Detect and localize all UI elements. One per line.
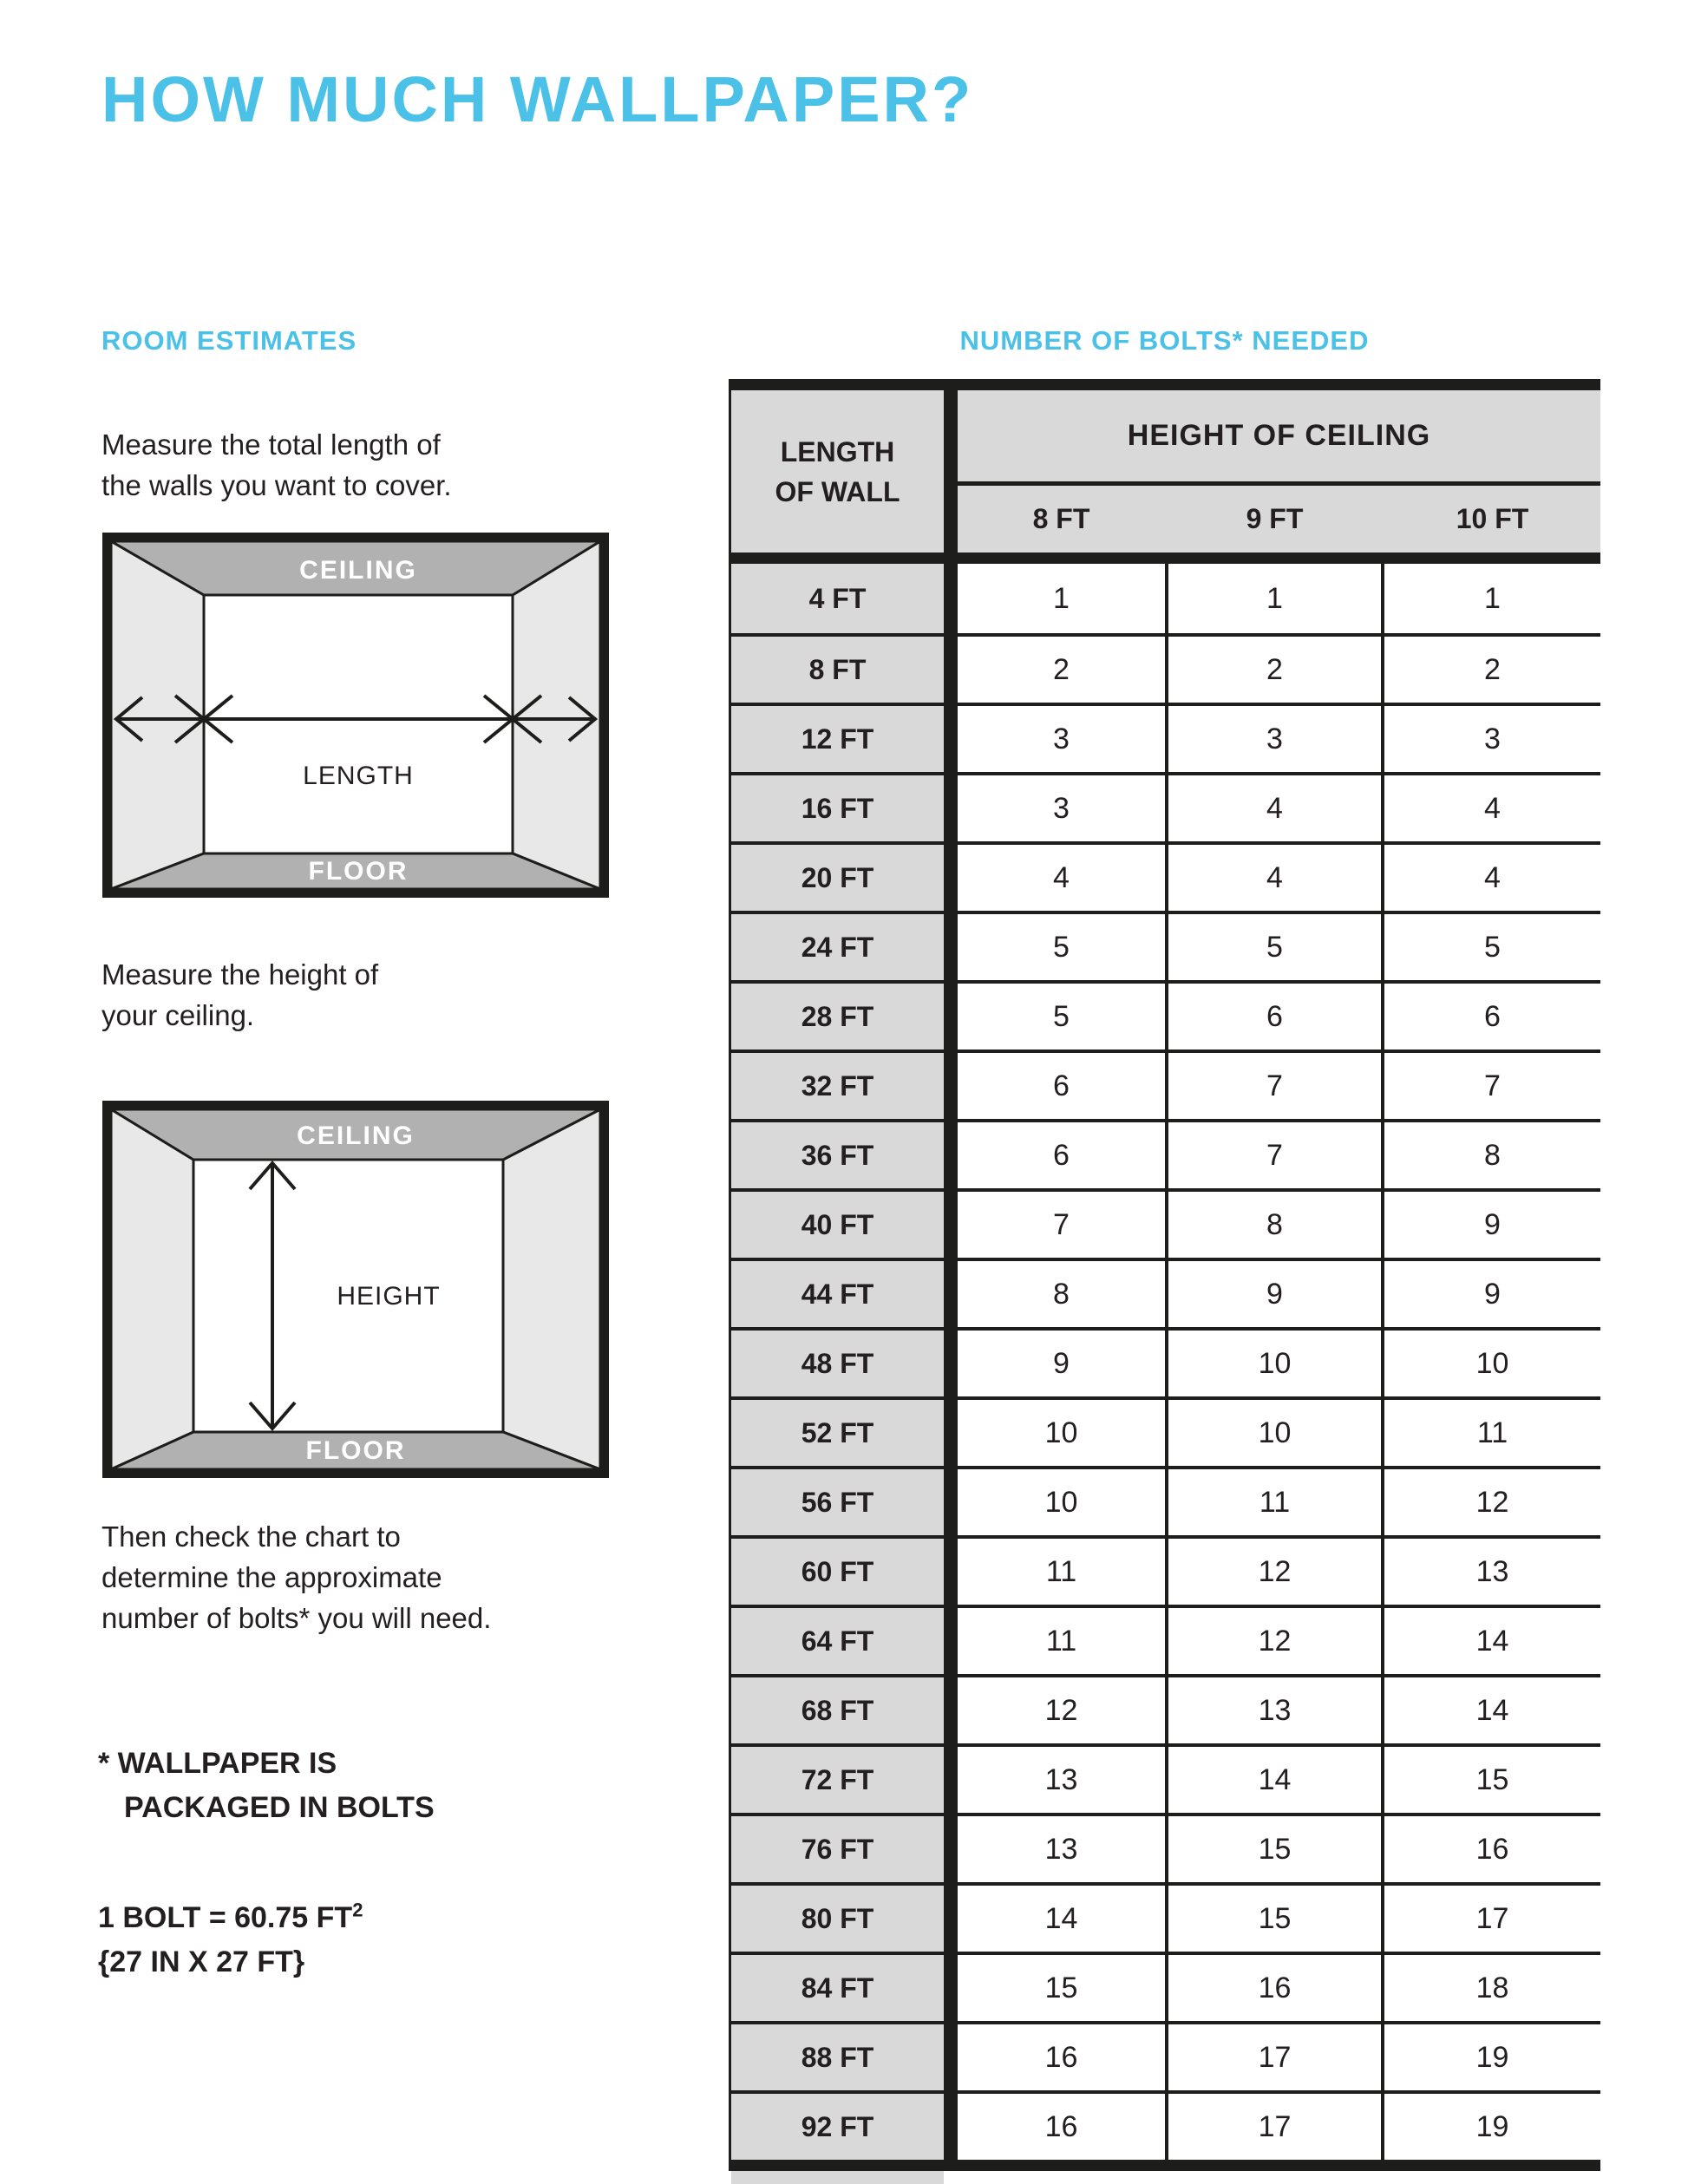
column-divider [944,1192,958,1258]
right-wall [513,541,600,889]
row-label-cell: 84 FT [731,1955,944,2021]
value-cell-10ft: 3 [1384,706,1600,772]
footnote-line: * WALLPAPER IS [98,1747,337,1780]
value-cell-10ft: 6 [1384,984,1600,1049]
row-label-cell: 28 FT [731,984,944,1049]
row-label-cell: 88 FT [731,2024,944,2090]
value-cell-10ft: 15 [1384,1747,1600,1813]
bolt-equation [98,1896,363,1985]
value-cell-9ft: 14 [1168,1747,1381,1813]
value-cell-8ft: 6 [958,1053,1165,1119]
value-cell-8ft: 8 [958,1261,1165,1327]
table-row [731,633,1600,703]
row-label-cell: 72 FT [731,1747,944,1813]
row-label-cell: 48 FT [731,1331,944,1396]
room-length-diagram [102,533,609,898]
value-cell-10ft: 2 [1384,637,1600,703]
value-cell-9ft: 16 [1168,1955,1381,2021]
value-cell-10ft: 12 [1384,1469,1600,1535]
table-row [731,1049,1600,1119]
value-cell-9ft: 5 [1168,914,1381,980]
bolts-table-header [729,379,1600,564]
value-cell-10ft: 11 [1384,1400,1600,1466]
bolt-equation-superscript: 2 [352,1899,363,1921]
row-label-cell: 60 FT [731,1539,944,1605]
table-left-column-stub [731,2171,944,2184]
table-row [731,1466,1600,1535]
table-row [731,1258,1600,1327]
value-cell-9ft: 12 [1168,1608,1381,1674]
paragraph-line: the walls you want to cover. [101,469,452,501]
value-cell-8ft: 12 [958,1677,1165,1743]
column-divider [944,845,958,911]
row-label-cell: 92 FT [731,2094,944,2160]
value-cell-9ft: 13 [1168,1677,1381,1743]
table-row [731,772,1600,841]
paragraph-line: Then check the chart to [101,1520,401,1553]
footnote-line: PACKAGED IN BOLTS [124,1791,435,1824]
row-label-cell: 68 FT [731,1677,944,1743]
measure-height-paragraph [101,954,378,1036]
table-row [731,1535,1600,1605]
row-label-cell: 36 FT [731,1122,944,1188]
table-row [731,2090,1600,2160]
row-label-cell: 8 FT [731,637,944,703]
table-row [731,2021,1600,2090]
page-title: HOW MUCH WALLPAPER? [101,63,974,135]
value-cell-10ft: 16 [1384,1816,1600,1882]
ceiling-height-subheaders [958,486,1600,553]
bolts-needed-heading: NUMBER OF BOLTS* NEEDED [959,325,1370,356]
value-cell-8ft: 16 [958,2024,1165,2090]
value-cell-10ft: 8 [1384,1122,1600,1188]
value-cell-10ft: 19 [1384,2024,1600,2090]
room-height-diagram [102,1101,609,1478]
table-row [731,1952,1600,2021]
paragraph-line: determine the approximate [101,1561,442,1593]
column-divider [944,1816,958,1882]
row-label-cell: 52 FT [731,1400,944,1466]
length-of-wall-header [731,390,944,553]
value-cell-8ft: 15 [958,1955,1165,2021]
column-divider [944,1469,958,1535]
paragraph-line: Measure the height of [101,958,379,991]
value-cell-9ft: 12 [1168,1539,1381,1605]
table-row [731,1813,1600,1882]
column-divider [944,1331,958,1396]
table-row [731,564,1600,633]
row-label-cell: 64 FT [731,1608,944,1674]
row-label-cell: 32 FT [731,1053,944,1119]
table-row [731,1605,1600,1674]
row-label-cell: 56 FT [731,1469,944,1535]
back-wall [204,595,513,853]
table-row [731,980,1600,1049]
length-label: LENGTH [303,762,414,790]
column-divider [944,1122,958,1188]
column-divider [944,1608,958,1674]
value-cell-9ft: 3 [1168,706,1381,772]
value-cell-9ft: 4 [1168,845,1381,911]
column-divider [944,1747,958,1813]
table-row [731,841,1600,911]
height-label: HEIGHT [337,1282,441,1311]
value-cell-8ft: 13 [958,1816,1165,1882]
room-length-diagram-svg [102,533,609,898]
table-row [731,1674,1600,1743]
value-cell-10ft: 14 [1384,1608,1600,1674]
value-cell-9ft: 10 [1168,1400,1381,1466]
value-cell-10ft: 13 [1384,1539,1600,1605]
value-cell-8ft: 9 [958,1331,1165,1396]
value-cell-8ft: 1 [958,564,1165,633]
value-cell-8ft: 11 [958,1539,1165,1605]
column-divider [944,1053,958,1119]
height-of-ceiling-header-group [958,390,1600,553]
value-cell-10ft: 18 [1384,1955,1600,2021]
column-divider [944,914,958,980]
row-label-cell: 40 FT [731,1192,944,1258]
paragraph-line: number of bolts* you will need. [101,1602,492,1634]
left-wall [111,1109,193,1469]
value-cell-9ft: 4 [1168,775,1381,841]
bolts-table [729,379,1600,2184]
table-row [731,703,1600,772]
value-cell-8ft: 14 [958,1886,1165,1952]
measure-length-paragraph [101,424,452,506]
value-cell-9ft: 15 [1168,1816,1381,1882]
value-cell-10ft: 17 [1384,1886,1600,1952]
column-divider [944,637,958,703]
bolts-footnote [98,1742,435,1830]
header-line: LENGTH [780,435,895,468]
value-cell-10ft: 7 [1384,1053,1600,1119]
bolt-equation-text: 1 BOLT = 60.75 FT [98,1901,353,1934]
table-row [731,1743,1600,1813]
value-cell-9ft: 17 [1168,2094,1381,2160]
value-cell-8ft: 16 [958,2094,1165,2160]
value-cell-10ft: 10 [1384,1331,1600,1396]
row-label-cell: 24 FT [731,914,944,980]
floor-label: FLOOR [308,857,409,886]
value-cell-9ft: 1 [1168,564,1381,633]
paragraph-line: Measure the total length of [101,428,441,461]
value-cell-8ft: 13 [958,1747,1165,1813]
row-label-cell: 16 FT [731,775,944,841]
value-cell-8ft: 7 [958,1192,1165,1258]
column-header-8ft: 8 FT [1032,503,1090,534]
table-row [731,1188,1600,1258]
column-divider [944,984,958,1049]
value-cell-9ft: 6 [1168,984,1381,1049]
column-divider [944,1261,958,1327]
value-cell-8ft: 3 [958,706,1165,772]
value-cell-8ft: 3 [958,775,1165,841]
column-divider [944,1400,958,1466]
row-label-cell: 44 FT [731,1261,944,1327]
value-cell-8ft: 5 [958,914,1165,980]
value-cell-8ft: 10 [958,1469,1165,1535]
room-height-diagram-svg [102,1101,609,1478]
value-cell-10ft: 9 [1384,1192,1600,1258]
value-cell-9ft: 7 [1168,1122,1381,1188]
column-divider [944,2024,958,2090]
value-cell-9ft: 9 [1168,1261,1381,1327]
value-cell-8ft: 5 [958,984,1165,1049]
row-label-cell: 76 FT [731,1816,944,1882]
header-line: OF WALL [775,475,900,507]
bolts-table-body [729,564,1600,2171]
table-row [731,1882,1600,1952]
value-cell-10ft: 5 [1384,914,1600,980]
column-divider [944,1886,958,1952]
value-cell-8ft: 10 [958,1400,1165,1466]
height-of-ceiling-header: HEIGHT OF CEILING [1127,419,1431,452]
value-cell-10ft: 19 [1384,2094,1600,2160]
check-chart-paragraph [101,1516,491,1638]
column-divider [944,564,958,633]
value-cell-10ft: 4 [1384,845,1600,911]
room-estimates-heading: ROOM ESTIMATES [101,325,357,356]
row-label-cell: 80 FT [731,1886,944,1952]
table-row [731,911,1600,980]
column-divider [944,2094,958,2160]
column-divider [944,1955,958,2021]
value-cell-9ft: 11 [1168,1469,1381,1535]
column-divider [944,390,958,553]
paragraph-line: your ceiling. [101,999,255,1031]
row-label-cell: 20 FT [731,845,944,911]
column-divider [944,1677,958,1743]
row-label-cell: 12 FT [731,706,944,772]
bolt-equation-line [98,1896,363,1940]
floor-label: FLOOR [305,1436,406,1465]
ceiling-label: CEILING [297,1121,415,1150]
column-divider [944,1539,958,1605]
value-cell-8ft: 11 [958,1608,1165,1674]
value-cell-9ft: 8 [1168,1192,1381,1258]
ceiling-label: CEILING [299,556,417,585]
value-cell-9ft: 15 [1168,1886,1381,1952]
left-wall [111,541,204,889]
value-cell-9ft: 10 [1168,1331,1381,1396]
value-cell-9ft: 7 [1168,1053,1381,1119]
bolt-dimensions: {27 IN X 27 FT} [98,1945,305,1978]
column-header-10ft: 10 FT [1456,503,1529,534]
value-cell-8ft: 6 [958,1122,1165,1188]
value-cell-9ft: 17 [1168,2024,1381,2090]
value-cell-8ft: 4 [958,845,1165,911]
table-row [731,1396,1600,1466]
value-cell-10ft: 1 [1384,564,1600,633]
value-cell-10ft: 4 [1384,775,1600,841]
value-cell-9ft: 2 [1168,637,1381,703]
value-cell-8ft: 2 [958,637,1165,703]
column-header-9ft: 9 FT [1246,503,1304,534]
column-divider [944,706,958,772]
value-cell-10ft: 14 [1384,1677,1600,1743]
table-row [731,1119,1600,1188]
right-wall [503,1109,600,1469]
column-divider [944,775,958,841]
value-cell-10ft: 9 [1384,1261,1600,1327]
table-row [731,1327,1600,1396]
row-label-cell: 4 FT [731,564,944,633]
